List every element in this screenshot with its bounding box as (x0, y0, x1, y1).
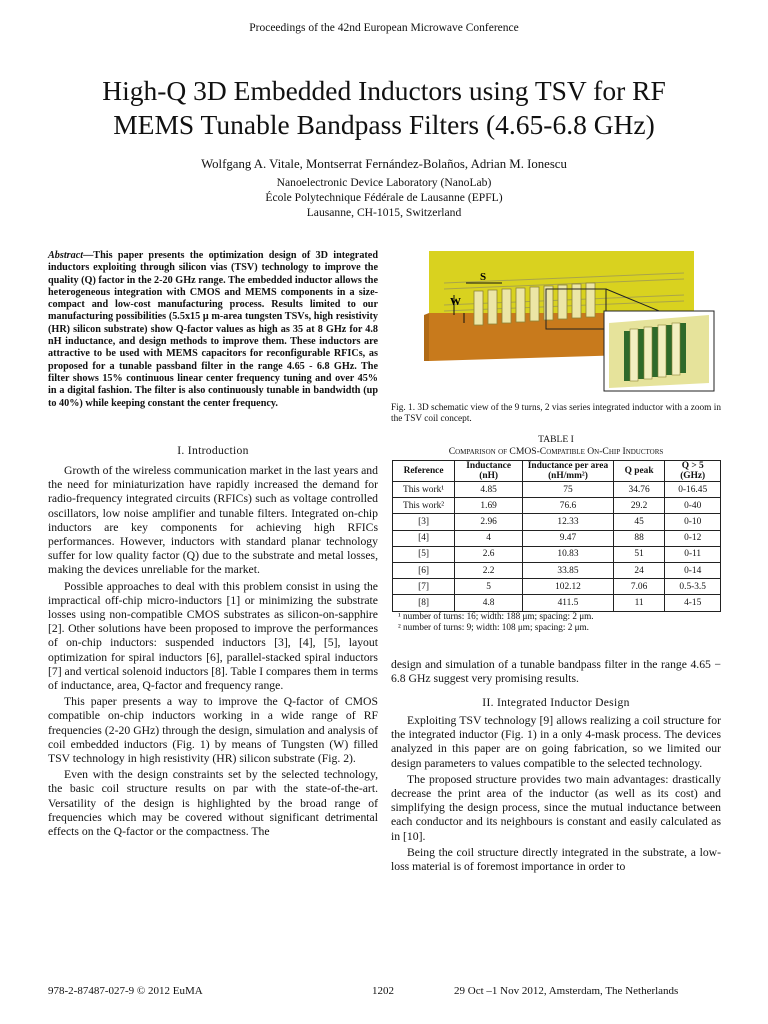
table-cell: 24 (613, 562, 665, 578)
table-cell: 51 (613, 546, 665, 562)
table-cell: 4-15 (665, 595, 721, 611)
conference-header: Proceedings of the 42nd European Microwave Conference (249, 22, 519, 34)
table-cell: 12.33 (523, 514, 614, 530)
table-row (393, 482, 721, 498)
table-footnote-1: ¹ number of turns: 16; width: 188 μm; spacing: 2 μm. (398, 611, 594, 621)
design-paragraph: Being the coil structure directly integrated in the substrate, a low-loss material is of foremost importance in order to (391, 845, 721, 874)
table-cell: [4] (393, 530, 455, 546)
col-inductance: Inductance (nH) (455, 461, 523, 482)
table-cell: 0.5-3.5 (665, 579, 721, 595)
table-cell: 5 (455, 579, 523, 595)
authors: Wolfgang A. Vitale, Montserrat Fernández-Bolaños, Adrian M. Ionescu (201, 157, 567, 171)
table-cell: This work¹ (393, 482, 455, 498)
col-q-peak: Q peak (613, 461, 665, 482)
footer-page-number: 1202 (372, 985, 394, 997)
design-paragraph: The proposed structure provides two main advantages: drastically decrease the print area of the inductor (as well as its cost) and simplifying the design process, since the mutual inductance between each conductor and its neighbours is constant and easily calculated as in [10]. (391, 772, 721, 843)
affiliation-line-1: Nanoelectronic Device Laboratory (NanoLab) (276, 176, 492, 189)
table-cell: 0-14 (665, 562, 721, 578)
table-cell: [7] (393, 579, 455, 595)
table-cell: 0-16.45 (665, 482, 721, 498)
table-row (393, 562, 721, 578)
affiliation-line-3: Lausanne, CH-1015, Switzerland (306, 206, 462, 219)
section-introduction-heading: I. Introduction (177, 444, 249, 457)
table-cell: [6] (393, 562, 455, 578)
table-cell: 45 (613, 514, 665, 530)
right-column-continuation: design and simulation of a tunable bandpass filter in the range 4.65 − 6.8 GHz suggest very promising results. (391, 658, 721, 686)
table-footnote-2: ² number of turns: 9; width: 108 μm; spacing: 2 μm. (398, 622, 589, 632)
table-cell: 7.06 (613, 579, 665, 595)
table-cell: [8] (393, 595, 455, 611)
inductor-3d-illustration (424, 243, 720, 393)
col-reference: Reference (393, 461, 455, 482)
abstract-text: —This paper presents the optimization design of 3D integrated inductors exploiting through silicon vias (TSV) technology to improve the quality (Q) factor in the 2-20 GHz range. The embedded inductor allows the heterogeneous integration with CMOS and MEMS components in a size-compact and low-cost manufacturing process. Results limited to our manufacturing possibilities (5.5x15 μ m-area tungsten TSVs, high resistivity (HR) silicon substrate) show Q-factor values as high as 35 at 8 GHz for 4.8 nH inductance, and design methods to improve them. These inductors are attractive to be used with MEMS capacitors for reconfigurable RFICs, as proposed for a tunable passband filter in the range 4.65 - 6.8 GHz. The filter shows 15% continuous linear center frequency tuning and over 45% in a digital fashion. The filter is also continuously tunable in bandwidth (up to 40%) while keeping constant the center frequency. (48, 250, 378, 409)
intro-paragraph: Growth of the wireless communication market in the last years and the need for miniaturization have rapidly increased the demand for radio-frequency integrated circuits (RFICs) such as voltage controlled oscillators, low noise amplifier and tunable filters. Integrated on-chip inductors are key components for achieving high RFICs performances. However, inductors with standard planar technology suffer for low quality factor (Q) due to the substrate and metal losses, making the devices unreliable for the market. (48, 464, 378, 577)
footer-venue: 29 Oct –1 Nov 2012, Amsterdam, The Netherlands (454, 985, 679, 997)
table-cell: 76.6 (523, 498, 614, 514)
table-cell: 0-40 (665, 498, 721, 514)
table-cell: 0-12 (665, 530, 721, 546)
table-cell: [3] (393, 514, 455, 530)
section-design-heading: II. Integrated Inductor Design (482, 696, 630, 709)
table-row (393, 514, 721, 530)
table-cell: 2.6 (455, 546, 523, 562)
intro-paragraph: This paper presents a way to improve the Q-factor of CMOS compatible on-chip inductors working in a wide range of RF frequencies (2-20 GHz) through the design, simulation and analysis of coil embedded inductors (Fig. 1) by means of Tungsten (W) filled TSV technology in high resistivity (HR) silicon substrate (Fig. 2). (48, 695, 378, 766)
introduction-body (48, 464, 378, 841)
table-cell: 0-11 (665, 546, 721, 562)
label-s: S (480, 271, 487, 283)
abstract-label: Abstract (48, 250, 84, 261)
intro-paragraph: Even with the design constraints set by the selected technology, the basic coil structure results on par with the state-of-the-art. Versatility of the design is highlighted by the broad range of frequencies which may be covered without significant detrimental effects on the Q-factor or the compactness. The (48, 768, 378, 839)
table-row (393, 546, 721, 562)
table-cell: 10.83 (523, 546, 614, 562)
table-cell: 29.2 (613, 498, 665, 514)
figure-1-caption: Fig. 1. 3D schematic view of the 9 turns, 2 vias series integrated inductor with a zoom in the TSV coil concept. (391, 403, 721, 424)
table-row (393, 579, 721, 595)
table-label: TABLE I (538, 434, 574, 445)
intro-paragraph: Possible approaches to deal with this problem consist in using the impractical off-chip micro-inductors [1] or minimizing the substrate losses using non-compatible CMOS substrates as silicon-on-sapphire [2]. Other solutions have been proposed to improve the performances of on-chip inductors: suspended inductors [3], [4], [5], layout optimization for spiral inductors [6], parallel-stacked spiral inductors [7] and vertical solenoid inductors [8]. Table I compares them in terms of inductance, area, Q-factor and frequency range. (48, 579, 379, 693)
col-q-range: Q > 5 (GHz) (665, 461, 721, 482)
table-cell: 34.76 (613, 482, 665, 498)
table-row (393, 530, 721, 546)
table-cell: 411.5 (523, 595, 614, 611)
table-cell: 9.47 (523, 530, 614, 546)
table-cell: 4.8 (455, 595, 523, 611)
figure-1-schematic (424, 243, 720, 393)
design-paragraph: Exploiting TSV technology [9] allows realizing a coil structure for the integrated inductor (Fig. 1) in a only 4-mask process. The devices analyzed in this paper are on going fabrication, so we limited our design parameters to values compatible to the selected technology. (391, 714, 721, 770)
table-row (393, 595, 721, 611)
table-cell: 11 (613, 595, 665, 611)
table-cell: 75 (523, 482, 614, 498)
table-cell: 4 (455, 530, 523, 546)
title-line-1: High-Q 3D Embedded Inductors using TSV for RF (102, 75, 666, 106)
table-cell: 88 (613, 530, 665, 546)
comparison-table (392, 460, 721, 612)
label-w: W (450, 296, 461, 308)
table-cell: [5] (393, 546, 455, 562)
table-row (393, 498, 721, 514)
footer-isbn: 978-2-87487-027-9 © 2012 EuMA (48, 985, 203, 997)
table-cell: 102.12 (523, 579, 614, 595)
affiliation-line-2: École Polytechnique Fédérale de Lausanne (EPFL) (265, 191, 503, 204)
table-cell: 2.2 (455, 562, 523, 578)
table-cell: 4.85 (455, 482, 523, 498)
table-header-row (393, 461, 721, 482)
col-inductance-per-area: Inductance per area (nH/mm²) (523, 461, 614, 482)
table-cell: 33.85 (523, 562, 614, 578)
paper-title (40, 74, 728, 142)
design-body (391, 714, 721, 876)
abstract (48, 250, 378, 410)
table-cell: 1.69 (455, 498, 523, 514)
table-cell: 2.96 (455, 514, 523, 530)
title-line-2: MEMS Tunable Bandpass Filters (4.65-6.8 GHz) (113, 109, 655, 140)
table-cell: This work² (393, 498, 455, 514)
table-cell: 0-10 (665, 514, 721, 530)
table-title: Comparison of CMOS-Compatible On-Chip Inductors (448, 446, 664, 457)
